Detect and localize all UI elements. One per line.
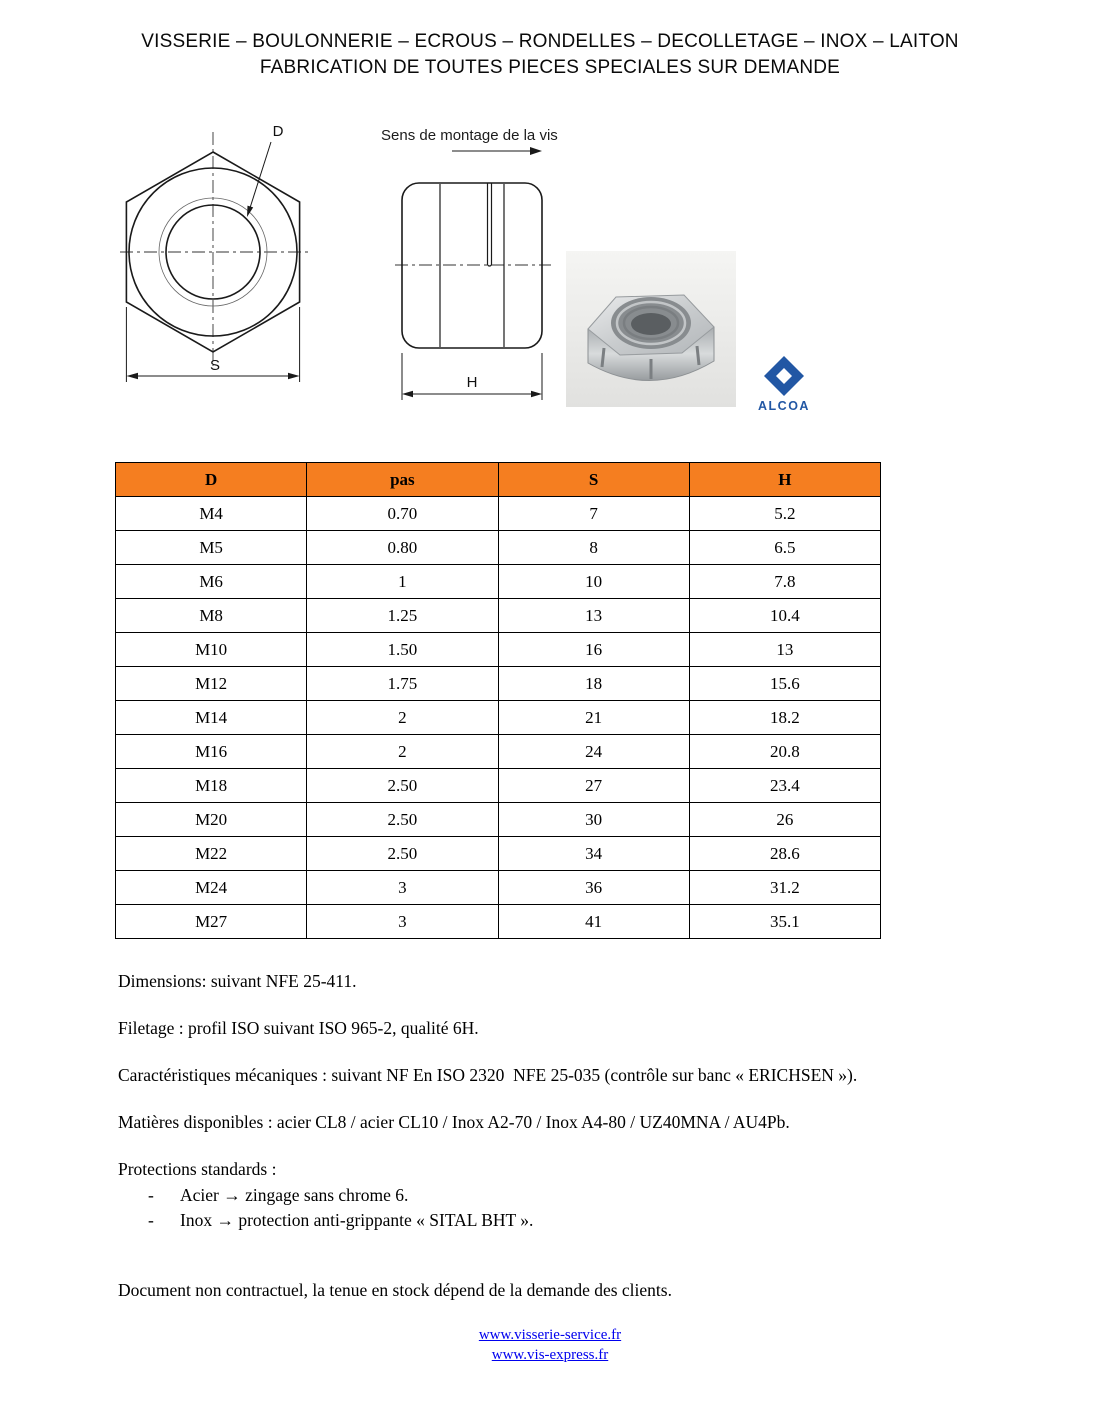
table-cell: M16 — [116, 735, 307, 769]
table-cell: 36 — [498, 871, 689, 905]
bullet-dash: - — [148, 1210, 154, 1230]
front-view-drawing — [118, 114, 313, 404]
spec-table-header-row — [116, 463, 881, 497]
table-cell: 1.50 — [307, 633, 498, 667]
table-cell: 34 — [498, 837, 689, 871]
alcoa-logo-text: ALCOA — [758, 399, 810, 412]
table-cell: M4 — [116, 497, 307, 531]
side-view-drawing — [395, 168, 553, 406]
table-cell: 18 — [498, 667, 689, 701]
table-cell: 2 — [307, 735, 498, 769]
table-cell: 0.80 — [307, 531, 498, 565]
table-row — [116, 769, 881, 803]
table-cell: 20.8 — [689, 735, 880, 769]
table-cell: M22 — [116, 837, 307, 871]
table-cell: 28.6 — [689, 837, 880, 871]
table-cell: 5.2 — [689, 497, 880, 531]
table-head — [116, 463, 881, 497]
protection-item — [118, 1208, 1058, 1233]
table-cell: 1.75 — [307, 667, 498, 701]
table-cell: M24 — [116, 871, 307, 905]
table-cell: 23.4 — [689, 769, 880, 803]
table-row — [116, 565, 881, 599]
table-cell: M5 — [116, 531, 307, 565]
note-mecanique: Caractéristiques mécaniques : suivant NF En ISO 2320 NFE 25-035 (contrôle sur banc « ERICHSEN »). — [118, 1065, 858, 1085]
table-cell: 2.50 — [307, 769, 498, 803]
table-cell: M12 — [116, 667, 307, 701]
page-title-line1: VISSERIE – BOULONNERIE – ECROUS – RONDELLES – DECOLLETAGE – INOX – LAITON — [141, 31, 959, 52]
table-cell: 2.50 — [307, 803, 498, 837]
table-cell: 7 — [498, 497, 689, 531]
table-row — [116, 735, 881, 769]
notes-section — [118, 970, 1058, 1326]
protection-item — [118, 1183, 1058, 1208]
table-cell: 2 — [307, 701, 498, 735]
table-cell: 26 — [689, 803, 880, 837]
table-row — [116, 667, 881, 701]
table-cell: M27 — [116, 905, 307, 939]
table-cell: 1.25 — [307, 599, 498, 633]
bullet-dash: - — [148, 1185, 154, 1205]
table-cell: 41 — [498, 905, 689, 939]
column-header: H — [689, 463, 880, 497]
column-header: pas — [307, 463, 498, 497]
footer-link-vis-express[interactable]: www.vis-express.fr — [491, 1346, 609, 1363]
protections-title: Protections standards : — [118, 1159, 277, 1179]
table-cell: 2.50 — [307, 837, 498, 871]
table-cell: 13 — [689, 633, 880, 667]
table-row — [116, 633, 881, 667]
mounting-direction-label: Sens de montage de la vis — [381, 127, 558, 144]
table-cell: 3 — [307, 905, 498, 939]
table-cell: M8 — [116, 599, 307, 633]
table-cell: M14 — [116, 701, 307, 735]
table-row — [116, 871, 881, 905]
table-cell: M20 — [116, 803, 307, 837]
table-row — [116, 701, 881, 735]
table-cell: 30 — [498, 803, 689, 837]
page-title-line2: FABRICATION DE TOUTES PIECES SPECIALES SUR DEMANDE — [259, 57, 841, 78]
table-cell: M6 — [116, 565, 307, 599]
column-header: S — [498, 463, 689, 497]
direction-arrow-icon — [452, 145, 544, 157]
note-dimensions: Dimensions: suivant NFE 25-411. — [118, 971, 357, 991]
table-row — [116, 531, 881, 565]
dim-label-h: H — [466, 374, 478, 391]
table-cell: 8 — [498, 531, 689, 565]
protection-item-text: Acier → zingage sans chrome 6. — [180, 1185, 409, 1205]
table-cell: 3 — [307, 871, 498, 905]
table-row — [116, 497, 881, 531]
dimensions-table — [115, 462, 881, 939]
note-matieres: Matières disponibles : acier CL8 / acier CL10 / Inox A2-70 / Inox A4-80 / UZ40MNA / AU4Pb. — [118, 1112, 790, 1132]
table-cell: 15.6 — [689, 667, 880, 701]
footer — [0, 1326, 1100, 1365]
table-cell: 10 — [498, 565, 689, 599]
table-cell: 35.1 — [689, 905, 880, 939]
alcoa-logo — [748, 354, 820, 412]
table-row — [116, 905, 881, 939]
protection-item-text: Inox → protection anti-grippante « SITAL BHT ». — [180, 1210, 534, 1230]
column-header: D — [116, 463, 307, 497]
table-cell: 16 — [498, 633, 689, 667]
table-cell: M10 — [116, 633, 307, 667]
table-cell: M18 — [116, 769, 307, 803]
nut-photo — [566, 251, 736, 407]
table-cell: 1 — [307, 565, 498, 599]
table-cell: 7.8 — [689, 565, 880, 599]
table-row — [116, 837, 881, 871]
table-cell: 0.70 — [307, 497, 498, 531]
table-cell: 10.4 — [689, 599, 880, 633]
spec-table-body — [116, 497, 881, 939]
table-cell: 27 — [498, 769, 689, 803]
dim-label-d: D — [272, 123, 284, 140]
note-filetage: Filetage : profil ISO suivant ISO 965-2, qualité 6H. — [118, 1018, 479, 1038]
table-row — [116, 599, 881, 633]
disclaimer-text: Document non contractuel, la tenue en stock dépend de la demande des clients. — [118, 1280, 672, 1300]
table-cell: 21 — [498, 701, 689, 735]
footer-link-visserie-service[interactable]: www.visserie-service.fr — [478, 1327, 622, 1343]
table-cell: 24 — [498, 735, 689, 769]
table-cell: 31.2 — [689, 871, 880, 905]
table-cell: 6.5 — [689, 531, 880, 565]
table-cell: 13 — [498, 599, 689, 633]
dim-label-s: S — [209, 357, 221, 374]
table-cell: 18.2 — [689, 701, 880, 735]
table-row — [116, 803, 881, 837]
